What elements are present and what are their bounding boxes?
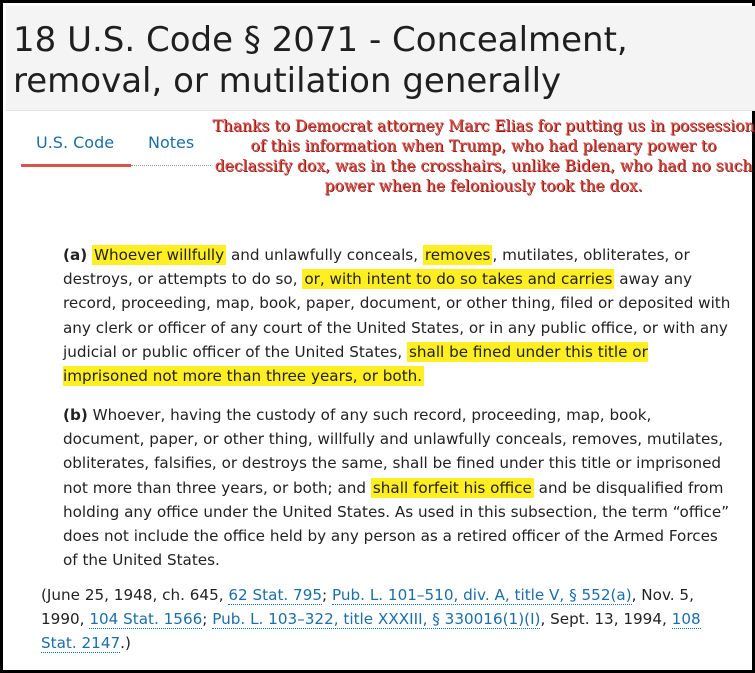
citation-link[interactable]: Pub. L. 101–510, div. A, title V, § 552(a) [332, 586, 632, 604]
annotation-text: Thanks to Democrat attorney Marc Elias for putting us in possession of this information when Trump, who had plenary power to declassify dox, was in the crosshairs, unlike Biden, who had no such power when he feloniously took the dox. [212, 117, 755, 195]
tab-us-code[interactable]: U.S. Code [36, 133, 115, 152]
credits-text: , Nov. 5, 1990, [41, 586, 694, 629]
page-title: 18 U.S. Code § 2071 - Concealment, removal, or mutilation generally [13, 20, 628, 101]
highlight: shall be fined under this title or imprisoned not more than three years, or both. [63, 342, 648, 386]
source-credits [41, 583, 741, 656]
subsection-text: and be disqualified from holding any office under the United States. As used in this subsection, the term “office” does not include the office held by any person as a retired officer of the Armed Forces of the United States. [63, 478, 730, 570]
highlight: Whoever willfully [93, 246, 225, 264]
highlight: shall forfeit his office [372, 478, 532, 497]
credits-text: (June 25, 1948, ch. 645, [41, 586, 229, 604]
citation-link[interactable]: 104 Stat. 1566 [89, 610, 203, 629]
subsection-text: , mutilates, obliterates, or destroys, or attempts to do so, [63, 246, 690, 289]
tab-notes[interactable]: Notes [148, 133, 195, 152]
highlight: or, with intent to do so takes and carries [304, 270, 613, 289]
subsection-b [63, 403, 733, 572]
active-tab-indicator [21, 164, 131, 167]
tab-divider [131, 165, 211, 166]
subsection-b-label: (b) [63, 406, 88, 424]
citation-link[interactable]: Pub. L. 103–322, title XXXIII, § 330016(1)(I) [212, 610, 541, 629]
subsection-text: away any record, proceeding, map, book, paper, document, or other thing, filed or deposited with any clerk or officer of any court of the United States, or in any public office, or with any judicial or public officer of the United States, [63, 270, 731, 361]
credits-text: ; [202, 610, 213, 629]
title-bar [6, 6, 755, 111]
subsection-a [63, 243, 733, 388]
subsection-a-label: (a) [63, 246, 88, 264]
credits-text: .) [120, 634, 131, 653]
credits-text: ; [322, 586, 332, 604]
citation-link[interactable]: 108 Stat. 2147 [41, 610, 701, 653]
credits-text: , Sept. 13, 1994, [540, 610, 672, 629]
highlight: removes [424, 246, 491, 264]
citation-link[interactable]: 62 Stat. 795 [228, 586, 323, 604]
subsection-text: Whoever, having the custody of any such record, proceeding, map, book, document, paper, or other thing, willfully and unlawfully conceals, removes, mutilates, obliterates, falsifies, or destroys the same, shall be fined under this title or imprisoned not more than three years, or both; and [63, 406, 724, 497]
subsection-text: and unlawfully conceals, [226, 246, 423, 264]
